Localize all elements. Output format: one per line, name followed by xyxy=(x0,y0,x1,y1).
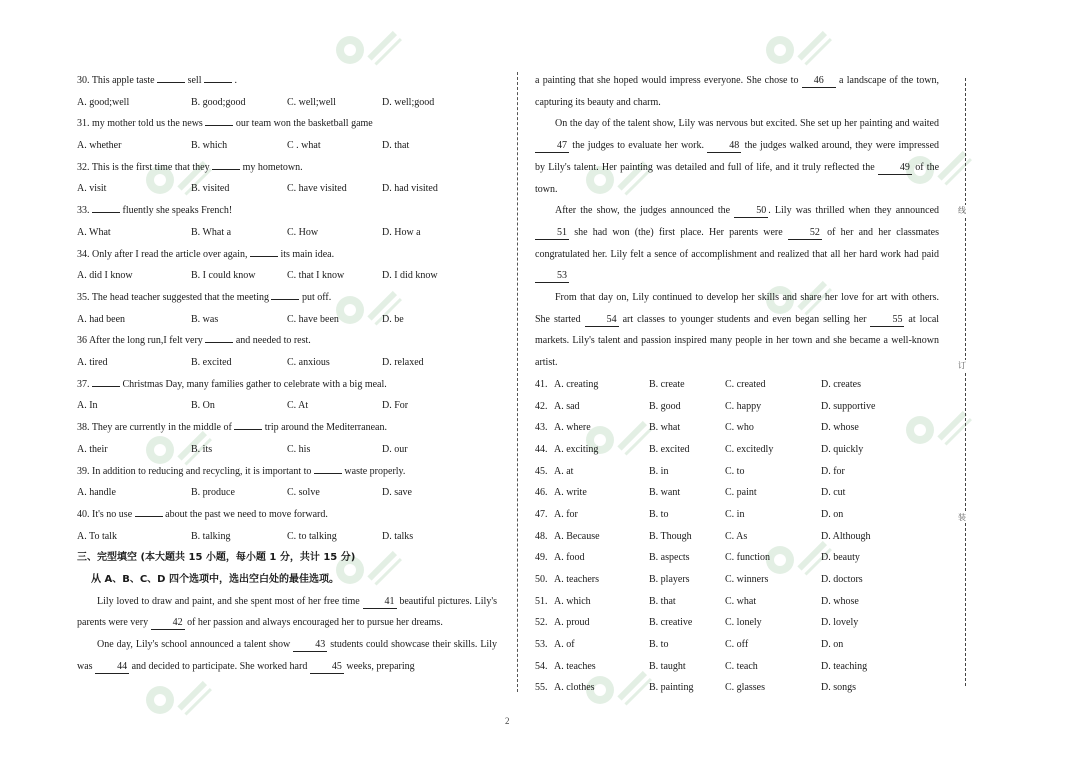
blank-51: 51 xyxy=(535,227,569,240)
option-d: D. on xyxy=(821,639,844,651)
option-c: C. created xyxy=(725,378,766,390)
section-heading: 三、完型填空 (本大题共 15 小题，每小题 1 分，共计 15 分) xyxy=(77,552,356,564)
option-b: B. creative xyxy=(649,617,693,629)
answer-blank xyxy=(234,419,262,430)
passage-text: beautiful pictures. Lily's parents were very xyxy=(77,595,498,629)
option-c: C. that I know xyxy=(287,270,345,282)
passage-text: One day, Lily's school announced a talent show xyxy=(97,639,291,651)
question-text: After the long run,I felt very xyxy=(88,335,203,347)
option-c: C. who xyxy=(725,422,754,434)
option-row xyxy=(77,92,497,114)
option-d: D. be xyxy=(382,313,404,325)
passage-text: On the day of the talent show, Lily was nervous but excited. She set up her painting and waited xyxy=(555,118,939,130)
passage-paragraph-1 xyxy=(77,591,497,634)
option-d: D. save xyxy=(382,487,412,499)
answer-blank xyxy=(205,332,233,343)
option-b: B. want xyxy=(649,487,681,499)
option-b: B. produce xyxy=(191,487,235,499)
option-b: B. visited xyxy=(191,183,230,195)
option-a: A. where xyxy=(554,422,591,434)
option-row xyxy=(77,178,497,200)
option-row xyxy=(77,352,497,374)
question-text: about the past we need to move forward. xyxy=(165,508,328,520)
option-row xyxy=(77,439,497,461)
question-text: my hometown. xyxy=(242,161,303,173)
question-text: Only after I read the article over again, xyxy=(92,248,248,260)
option-d: D. How a xyxy=(382,226,421,238)
question-number: 41. xyxy=(535,378,548,390)
question-text: In addition to reducing and recycling, it is important to xyxy=(92,465,312,477)
question-text: The head teacher suggested that the meeting xyxy=(91,291,269,303)
option-a: A. proud xyxy=(554,617,590,629)
answer-blank xyxy=(157,72,185,83)
blank-43: 43 xyxy=(293,639,327,652)
question-number: 31. xyxy=(77,118,90,130)
question-stem xyxy=(77,113,497,135)
cloze-options xyxy=(535,374,939,699)
question-number: 46. xyxy=(535,487,548,499)
passage-text: and decided to participate. She worked hard xyxy=(131,660,308,672)
option-b: B. in xyxy=(649,465,669,477)
watermark-logo xyxy=(140,670,230,735)
question-number: 35. xyxy=(77,291,90,303)
option-c: C . what xyxy=(287,140,321,152)
option-a: A. tired xyxy=(77,357,108,369)
option-d: D. that xyxy=(382,140,410,152)
option-c: C. in xyxy=(725,508,745,520)
binding-mark: 订 xyxy=(958,361,966,370)
passage-paragraph-3 xyxy=(535,113,939,200)
option-c: C. well;well xyxy=(287,96,336,108)
option-c: C. winners xyxy=(725,574,769,586)
option-row xyxy=(535,612,939,634)
option-a: A. exciting xyxy=(554,443,599,455)
option-d: D. songs xyxy=(821,682,857,694)
option-c: C. lonely xyxy=(725,617,762,629)
option-row xyxy=(535,569,939,591)
question-text: my mother told us the news xyxy=(92,118,203,130)
option-a: A. write xyxy=(554,487,587,499)
question-stem xyxy=(77,287,497,309)
option-b: B. was xyxy=(191,313,219,325)
option-a: A. at xyxy=(554,465,574,477)
right-column xyxy=(535,70,939,699)
option-a: A. their xyxy=(77,443,108,455)
question-text: Christmas Day, many families gather to celebrate with a big meal. xyxy=(122,378,387,390)
question-stem xyxy=(77,157,497,179)
question-stem xyxy=(77,417,497,439)
answer-blank xyxy=(250,246,278,257)
question-number: 32. xyxy=(77,161,90,173)
option-d: D. well;good xyxy=(382,96,435,108)
option-row xyxy=(535,439,939,461)
question-text: trip around the Mediterranean. xyxy=(264,422,387,434)
option-b: B. aspects xyxy=(649,552,690,564)
answer-blank xyxy=(314,463,342,474)
question-number: 50. xyxy=(535,574,548,586)
passage-text: she had won (the) first place. Her parents were xyxy=(574,226,783,238)
answer-blank xyxy=(135,506,163,517)
option-row xyxy=(535,547,939,569)
option-row xyxy=(77,482,497,504)
option-d: D. doctors xyxy=(821,574,863,586)
option-row xyxy=(535,526,939,548)
passage-paragraph-2a xyxy=(77,634,497,677)
option-d: D. lovely xyxy=(821,617,859,629)
question-number: 38. xyxy=(77,422,90,434)
option-b: B. excited xyxy=(649,443,690,455)
passage-text: a landscape of the town, capturing its beauty and charm. xyxy=(535,75,940,108)
question-number: 48. xyxy=(535,530,548,542)
question-stem xyxy=(77,374,497,396)
option-b: B. its xyxy=(191,443,213,455)
binding-line xyxy=(965,78,966,686)
passage-text: From that day on, Lily continued to develop her skills and share her love for art with others. She started xyxy=(535,292,939,325)
question-number: 39. xyxy=(77,465,90,477)
option-row xyxy=(535,634,939,656)
option-b: B. to xyxy=(649,508,669,520)
question-stem xyxy=(77,70,497,92)
option-b: B. excited xyxy=(191,357,232,369)
option-a: A. whether xyxy=(77,140,122,152)
passage-text: the judges walked around, they were impressed by Lily's talent. Her painting was detailed and full of life, and it truly reflected the xyxy=(535,140,940,173)
option-b: B. to xyxy=(649,639,669,651)
option-a: A. for xyxy=(554,508,578,520)
column-divider xyxy=(517,72,518,692)
option-d: D. whose xyxy=(821,595,859,607)
page-number: 2 xyxy=(505,716,510,726)
question-number: 51. xyxy=(535,595,548,607)
binding-mark: 装 xyxy=(958,513,966,522)
question-stem xyxy=(77,461,497,483)
question-text: This is the first time that they xyxy=(91,161,210,173)
option-b: B. that xyxy=(649,595,676,607)
option-b: B. good xyxy=(649,400,681,412)
option-b: B. taught xyxy=(649,660,686,672)
option-d: D. on xyxy=(821,508,844,520)
blank-49: 49 xyxy=(878,162,912,175)
passage-text: of her and her classmates congratulated her. Lily felt a sence of accomplishment and realized that all her hard work had paid xyxy=(535,226,939,260)
option-d: D. whose xyxy=(821,422,859,434)
option-row xyxy=(77,395,497,417)
option-a: A. teaches xyxy=(554,660,596,672)
blank-42: 42 xyxy=(151,617,185,630)
passage-text: art classes to younger students and even began selling her xyxy=(622,313,867,325)
question-number: 45. xyxy=(535,465,548,477)
answer-blank xyxy=(204,72,232,83)
question-number: 54. xyxy=(535,660,548,672)
blank-41: 41 xyxy=(363,596,397,609)
option-b: B. create xyxy=(649,378,685,390)
option-d: D. for xyxy=(821,465,845,477)
option-a: A. good;well xyxy=(77,96,130,108)
option-c: C. At xyxy=(287,400,309,412)
option-row xyxy=(535,461,939,483)
option-d: D. talks xyxy=(382,530,414,542)
question-number: 40. xyxy=(77,508,90,520)
question-number: 33. xyxy=(77,205,90,217)
passage-text: a painting that she hoped would impress everyone. She chose to xyxy=(535,75,799,86)
blank-54: 54 xyxy=(585,314,619,327)
question-number: 47. xyxy=(535,508,548,520)
option-d: D. relaxed xyxy=(382,357,424,369)
option-a: A. had been xyxy=(77,313,126,325)
question-number: 42. xyxy=(535,400,548,412)
option-c: C. function xyxy=(725,552,770,564)
passage-paragraph-5 xyxy=(535,287,939,374)
option-c: C. his xyxy=(287,443,311,455)
option-d: D. quickly xyxy=(821,443,864,455)
blank-47: 47 xyxy=(535,140,569,153)
blank-48: 48 xyxy=(707,140,741,153)
question-number: 36 xyxy=(77,335,87,347)
option-d: D. supportive xyxy=(821,400,876,412)
answer-blank xyxy=(271,289,299,300)
binding-mark: 线 xyxy=(958,206,966,215)
question-number: 52. xyxy=(535,617,548,629)
blank-50: 50 xyxy=(734,205,768,218)
passage-paragraph-4 xyxy=(535,200,939,287)
passage-text: at local markets. Lily's talent and passion inspired many people in her town and she became a well-known artist. xyxy=(535,313,940,369)
option-a: A. food xyxy=(554,552,585,564)
option-row xyxy=(535,504,939,526)
option-b: B. good;good xyxy=(191,96,246,108)
option-d: D. cut xyxy=(821,487,846,499)
question-text: This apple taste xyxy=(91,75,155,86)
question-stem xyxy=(77,504,497,526)
blank-52: 52 xyxy=(788,227,822,240)
passage-text: the judges to evaluate her work. xyxy=(572,140,704,152)
option-c: C. solve xyxy=(287,487,320,499)
option-c: C. off xyxy=(725,639,749,651)
passage-paragraph-2b xyxy=(535,70,939,113)
option-a: A. visit xyxy=(77,183,107,195)
option-row xyxy=(535,591,939,613)
option-c: C. How xyxy=(287,226,319,238)
option-c: C. what xyxy=(725,595,757,607)
option-row xyxy=(77,526,497,548)
question-text: . xyxy=(234,75,237,86)
question-text: waste properly. xyxy=(344,465,406,477)
option-c: C. paint xyxy=(725,487,757,499)
option-b: B. players xyxy=(649,574,690,586)
option-a: A. In xyxy=(77,400,98,412)
option-row xyxy=(535,374,939,396)
passage-text: . Lily was thrilled when they announced xyxy=(768,205,940,217)
option-b: B. painting xyxy=(649,682,694,694)
option-row xyxy=(77,222,497,244)
blank-45: 45 xyxy=(310,661,344,674)
option-b: B. What a xyxy=(191,226,232,238)
option-row xyxy=(77,309,497,331)
option-c: C. As xyxy=(725,530,748,542)
option-a: A. handle xyxy=(77,487,116,499)
option-row xyxy=(535,482,939,504)
option-c: C. to xyxy=(725,465,745,477)
passage-text: of the town. xyxy=(535,161,940,195)
section-instruction: 从 A、B、C、D 四个选项中，选出空白处的最佳选项。 xyxy=(91,574,339,585)
question-number: 34. xyxy=(77,248,90,260)
option-row xyxy=(535,396,939,418)
question-number: 30. xyxy=(77,75,90,86)
option-b: B. which xyxy=(191,140,228,152)
option-d: D. I did know xyxy=(382,270,438,282)
passage-text: Lily loved to draw and paint, and she spent most of her free time xyxy=(97,595,360,607)
option-d: D. Although xyxy=(821,530,871,542)
left-column xyxy=(77,70,497,678)
option-a: A. To talk xyxy=(77,530,117,542)
answer-blank xyxy=(205,115,233,126)
option-a: A. What xyxy=(77,226,111,238)
question-number: 44. xyxy=(535,443,548,455)
option-c: C. glasses xyxy=(725,682,765,694)
option-a: A. Because xyxy=(554,530,600,542)
option-row xyxy=(77,135,497,157)
option-c: C. anxious xyxy=(287,357,330,369)
question-number: 55. xyxy=(535,682,548,694)
question-text: fluently she speaks French! xyxy=(122,205,233,217)
question-text: and needed to rest. xyxy=(235,335,311,347)
blank-46: 46 xyxy=(802,75,836,88)
option-d: D. teaching xyxy=(821,660,868,672)
blank-44: 44 xyxy=(95,661,129,674)
option-b: B. On xyxy=(191,400,215,412)
blank-55: 55 xyxy=(870,314,904,327)
option-c: C. excitedly xyxy=(725,443,774,455)
option-d: D. beauty xyxy=(821,552,860,564)
option-c: C. happy xyxy=(725,400,762,412)
option-c: C. to talking xyxy=(287,530,337,542)
option-b: B. talking xyxy=(191,530,231,542)
option-a: A. sad xyxy=(554,400,580,412)
grammar-questions xyxy=(77,70,497,547)
option-d: D. had visited xyxy=(382,183,438,195)
question-number: 43. xyxy=(535,422,548,434)
option-b: B. what xyxy=(649,422,681,434)
option-b: B. I could know xyxy=(191,270,256,282)
answer-blank xyxy=(92,202,120,213)
passage-text: After the show, the judges announced the xyxy=(555,205,731,217)
option-c: C. have visited xyxy=(287,183,347,195)
question-number: 37. xyxy=(77,378,90,390)
question-text: It's no use xyxy=(92,508,133,520)
question-text: our team won the basketball game xyxy=(235,118,373,130)
option-c: C. teach xyxy=(725,660,758,672)
question-number: 49. xyxy=(535,552,548,564)
option-row xyxy=(535,677,939,699)
question-text: put off. xyxy=(301,291,332,303)
question-number: 53. xyxy=(535,639,548,651)
answer-blank xyxy=(92,376,120,387)
question-stem xyxy=(77,330,497,352)
option-a: A. clothes xyxy=(554,682,595,694)
passage-text: of her passion and always encouraged her to pursue her dreams. xyxy=(187,617,443,629)
option-d: D. For xyxy=(382,400,409,412)
option-row xyxy=(535,417,939,439)
option-b: B. Though xyxy=(649,530,692,542)
blank-53: 53 xyxy=(535,270,569,283)
option-row xyxy=(77,265,497,287)
option-c: C. have been xyxy=(287,313,339,325)
question-stem xyxy=(77,244,497,266)
passage-text-wrap: weeks, preparing xyxy=(346,660,415,672)
option-row xyxy=(535,656,939,678)
option-d: D. creates xyxy=(821,378,861,390)
passage-text: students could showcase their skills. Lily was xyxy=(77,639,497,672)
option-d: D. our xyxy=(382,443,408,455)
question-text: its main idea. xyxy=(280,248,335,260)
question-text: sell xyxy=(187,75,202,86)
option-a: A. which xyxy=(554,595,591,607)
option-a: A. did I know xyxy=(77,270,133,282)
option-a: A. creating xyxy=(554,378,599,390)
answer-blank xyxy=(212,159,240,170)
option-a: A. of xyxy=(554,639,575,651)
question-stem xyxy=(77,200,497,222)
question-text: They are currently in the middle of xyxy=(91,422,232,434)
option-a: A. teachers xyxy=(554,574,599,586)
